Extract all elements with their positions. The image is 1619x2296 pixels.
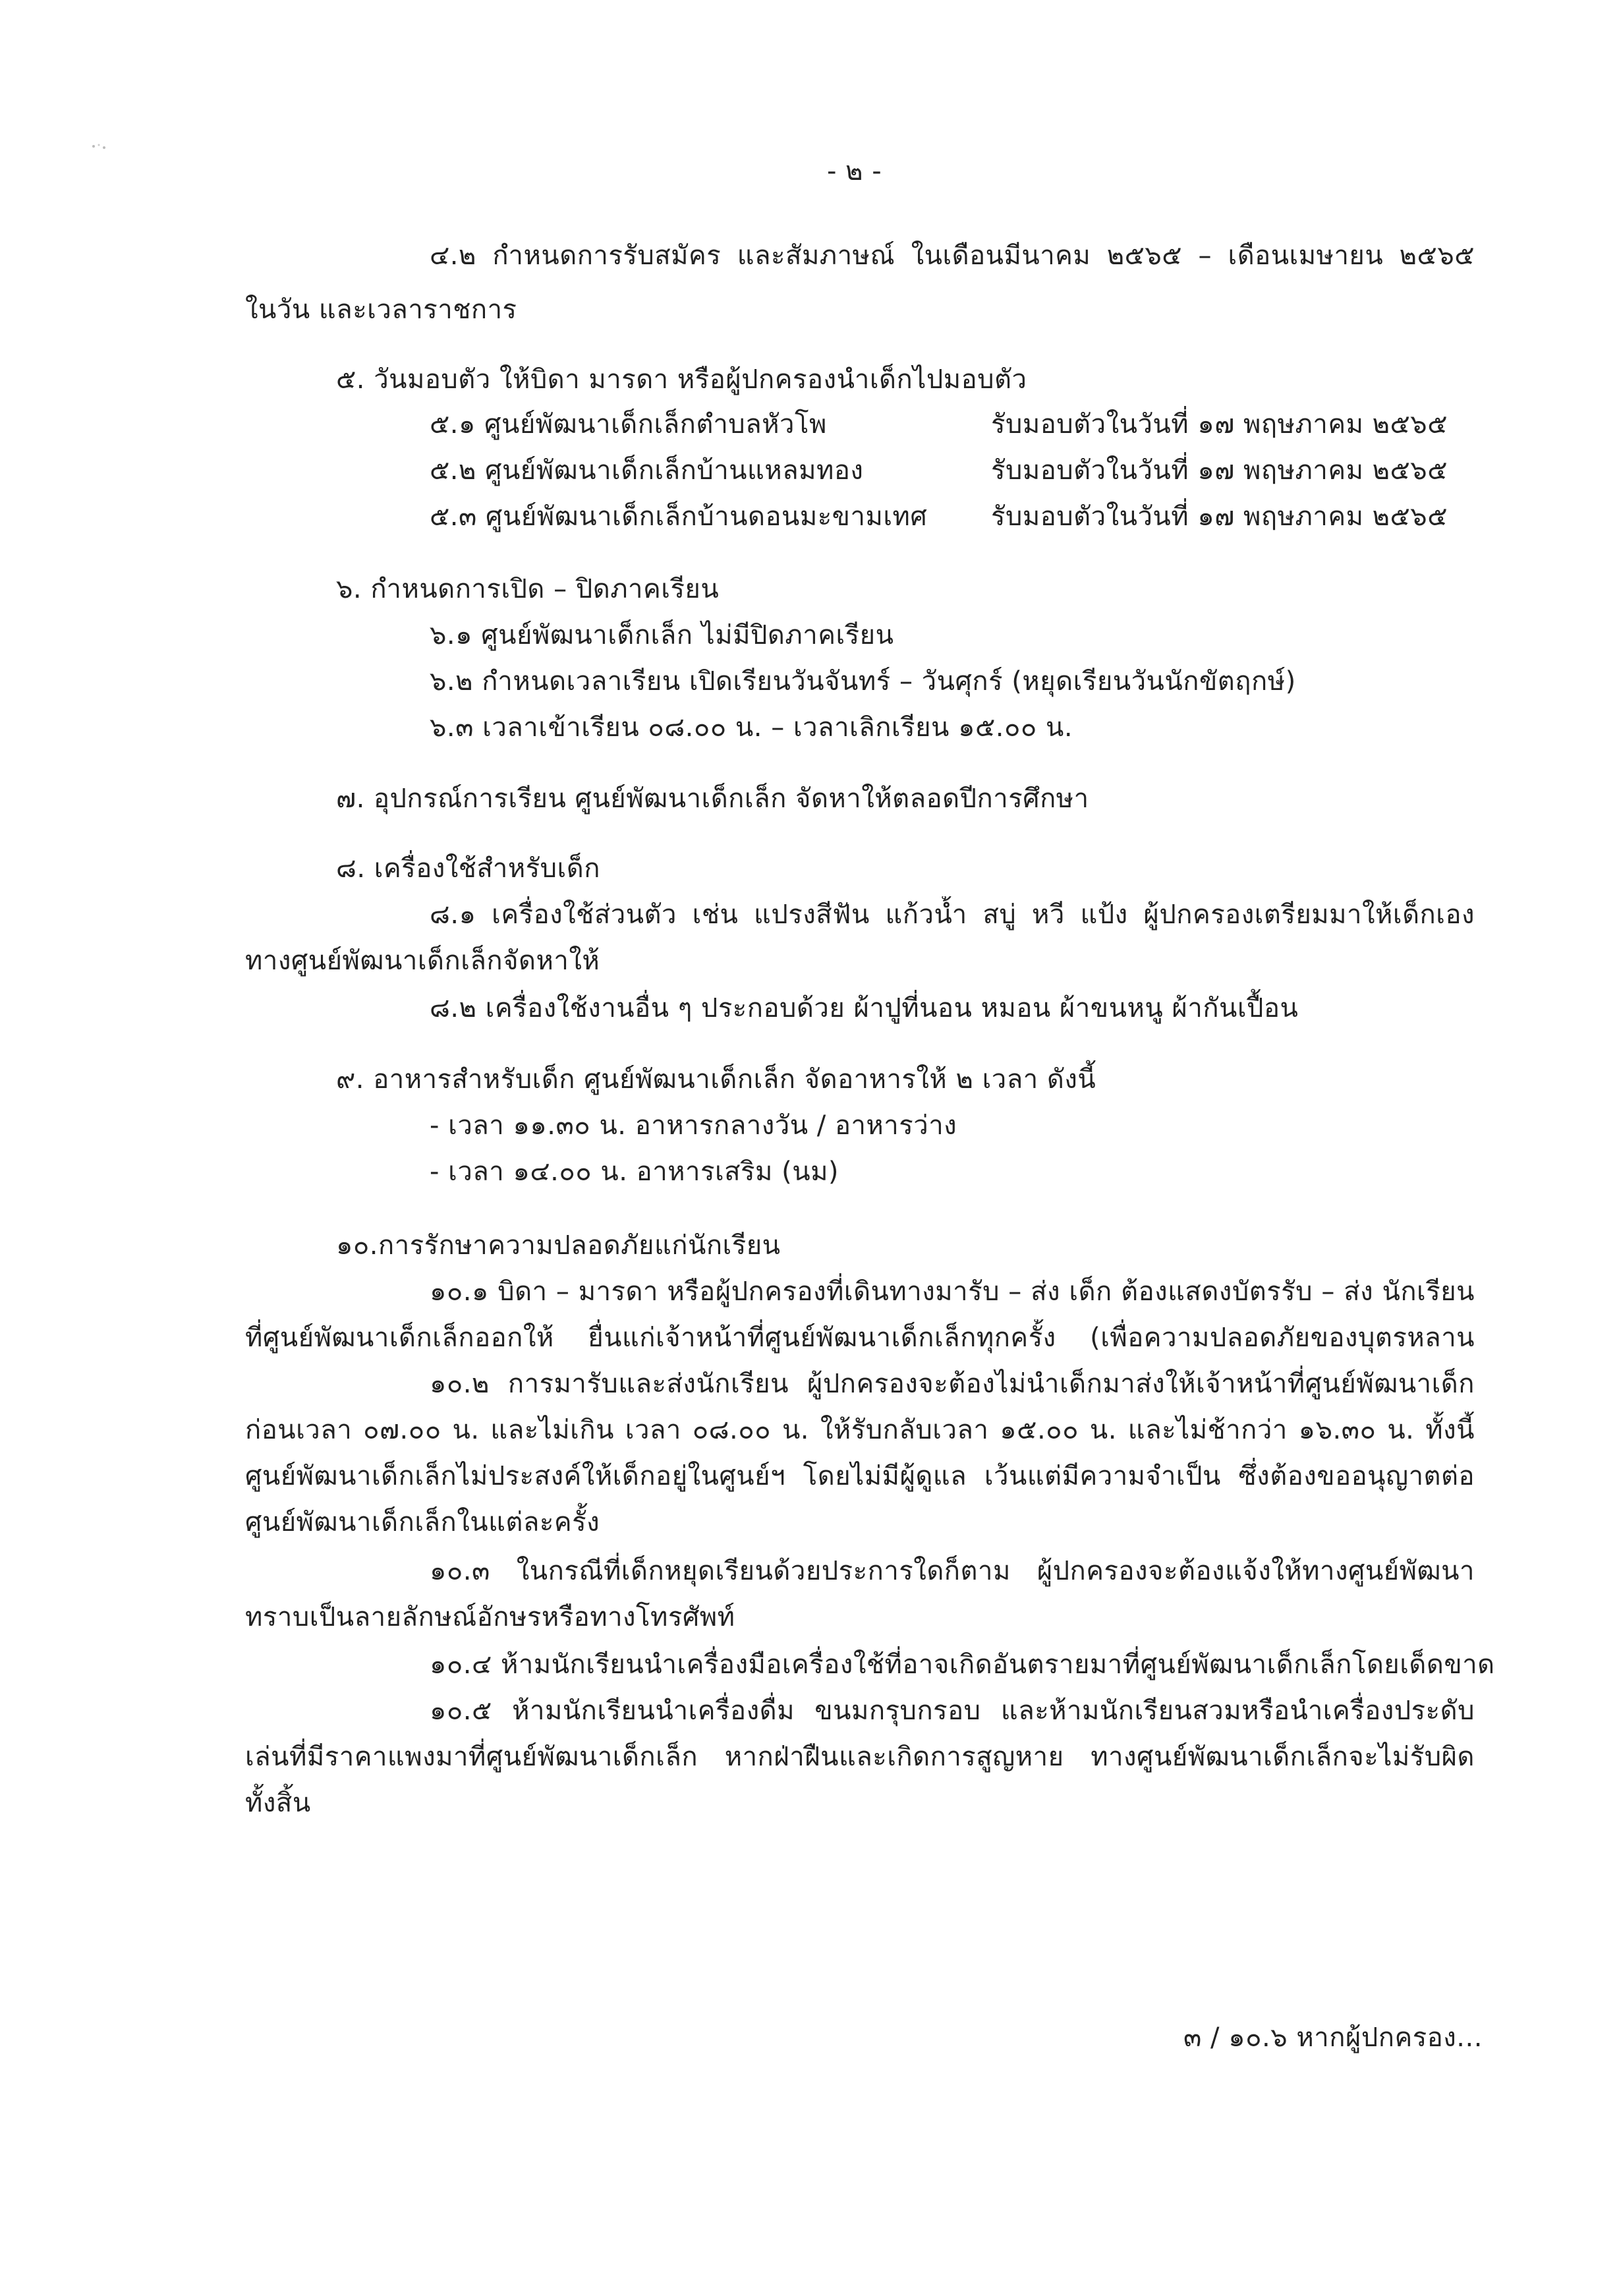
s8-title: ๘. เครื่องใช้สำหรับเด็ก [336, 853, 600, 884]
page-number: - ๒ - [827, 156, 882, 187]
continuation-footer: ๓ / ๑๐.๖ หากผู้ปกครอง... [1183, 2023, 1483, 2053]
s5-item-1-date: รับมอบตัวในวันที่ ๑๗ พฤษภาคม ๒๕๖๕ [991, 409, 1448, 440]
s10-2-line3: ศูนย์พัฒนาเด็กเล็กไม่ประสงค์ให้เด็กอยู่ในศูนย์ฯ โดยไม่มีผู้ดูแล เว้นแต่มีความจำเป็น ซึ่งต้องขออนุญาตต่อ [245, 1461, 1475, 1491]
s5-title: ๕. วันมอบตัว ให้บิดา มารดา หรือผู้ปกครองนำเด็กไปมอบตัว [336, 364, 1027, 395]
s6-title: ๖. กำหนดการเปิด – ปิดภาคเรียน [336, 574, 720, 604]
s6-item-3: ๖.๓ เวลาเข้าเรียน ๐๘.๐๐ น. – เวลาเลิกเรียน ๑๕.๐๐ น. [430, 712, 1073, 743]
s10-2-line2: ก่อนเวลา ๐๗.๐๐ น. และไม่เกิน เวลา ๐๘.๐๐ น. ให้รับกลับเวลา ๑๕.๐๐ น. และไม่ช้ากว่า ๑๖.๓๐ น. ทั้งนี้ [245, 1415, 1475, 1445]
s10-4: ๑๐.๔ ห้ามนักเรียนนำเครื่องมือเครื่องใช้ที่อาจเกิดอันตรายมาที่ศูนย์พัฒนาเด็กเล็กโดยเด็ดขาด [430, 1650, 1495, 1680]
s10-3-line1: ๑๐.๓ ในกรณีที่เด็กหยุดเรียนด้วยประการใดก็ตาม ผู้ปกครองจะต้องแจ้งให้ทางศูนย์พัฒนา [430, 1556, 1475, 1586]
s9-title: ๙. อาหารสำหรับเด็ก ศูนย์พัฒนาเด็กเล็ก จัดอาหารให้ ๒ เวลา ดังนี้ [336, 1064, 1096, 1095]
s4-2-line1: ๔.๒ กำหนดการรับสมัคร และสัมภาษณ์ ในเดือนมีนาคม ๒๕๖๕ – เดือนเมษายน ๒๕๖๕ [430, 241, 1475, 271]
s10-2-line4: ศูนย์พัฒนาเด็กเล็กในแต่ละครั้ง [245, 1507, 600, 1537]
s10-1-line2: ที่ศูนย์พัฒนาเด็กเล็กออกให้ ยื่นแก่เจ้าหน้าที่ศูนย์พัฒนาเด็กเล็กทุกครั้ง (เพื่อความปลอดภัยของบุตรหลาน [245, 1323, 1475, 1353]
s5-item-1-name: ๕.๑ ศูนย์พัฒนาเด็กเล็กตำบลหัวโพ [430, 409, 827, 440]
s5-item-3-name: ๕.๓ ศูนย์พัฒนาเด็กเล็กบ้านดอนมะขามเทศ [430, 502, 928, 532]
s10-3-line2: ทราบเป็นลายลักษณ์อักษรหรือทางโทรศัพท์ [245, 1602, 735, 1632]
s10-5-line1: ๑๐.๕ ห้ามนักเรียนนำเครื่องดื่ม ขนมกรุบกรอบ และห้ามนักเรียนสวมหรือนำเครื่องประดับ [430, 1696, 1475, 1726]
s5-item-2-name: ๕.๒ ศูนย์พัฒนาเด็กเล็กบ้านแหลมทอง [430, 455, 864, 486]
s10-2-line1: ๑๐.๒ การมารับและส่งนักเรียน ผู้ปกครองจะต้องไม่นำเด็กมาส่งให้เจ้าหน้าที่ศูนย์พัฒนาเด็ก [430, 1369, 1475, 1399]
s4-2-line2: ในวัน และเวลาราชการ [245, 295, 517, 325]
s5-item-2-date: รับมอบตัวในวันที่ ๑๗ พฤษภาคม ๒๕๖๕ [991, 455, 1448, 486]
s8-item-2: ๘.๒ เครื่องใช้งานอื่น ๆ ประกอบด้วย ผ้าปูที่นอน หมอน ผ้าขนหนู ผ้ากันเปื้อน [430, 993, 1299, 1023]
scan-speck [91, 142, 108, 151]
s10-5-line2: เล่นที่มีราคาแพงมาที่ศูนย์พัฒนาเด็กเล็ก หากฝ่าฝืนและเกิดการสูญหาย ทางศูนย์พัฒนาเด็กเล็กจะไม่รับผิด [245, 1742, 1475, 1772]
s10-title: ๑๐.การรักษาความปลอดภัยแก่นักเรียน [336, 1230, 781, 1261]
s8-item-1-line1: ๘.๑ เครื่องใช้ส่วนตัว เช่น แปรงสีฟัน แก้วน้ำ สบู่ หวี แป้ง ผู้ปกครองเตรียมมาให้เด็กเอง [430, 900, 1475, 930]
s6-item-2: ๖.๒ กำหนดเวลาเรียน เปิดเรียนวันจันทร์ – วันศุกร์ (หยุดเรียนวันนักขัตฤกษ์) [430, 666, 1296, 697]
s6-item-1: ๖.๑ ศูนย์พัฒนาเด็กเล็ก ไม่มีปิดภาคเรียน [430, 620, 894, 650]
s10-5-line3: ทั้งสิ้น [245, 1788, 311, 1818]
s10-1-line1: ๑๐.๑ บิดา – มารดา หรือผู้ปกครองที่เดินทางมารับ – ส่ง เด็ก ต้องแสดงบัตรรับ – ส่ง นักเรียน [430, 1277, 1475, 1307]
s9-item-2: - เวลา ๑๔.๐๐ น. อาหารเสริม (นม) [430, 1157, 839, 1187]
s9-item-1: - เวลา ๑๑.๓๐ น. อาหารกลางวัน / อาหารว่าง [430, 1110, 957, 1141]
s8-item-1-line2: ทางศูนย์พัฒนาเด็กเล็กจัดหาให้ [245, 946, 600, 976]
s5-item-3-date: รับมอบตัวในวันที่ ๑๗ พฤษภาคม ๒๕๖๕ [991, 502, 1448, 532]
s7-title: ๗. อุปกรณ์การเรียน ศูนย์พัฒนาเด็กเล็ก จัดหาให้ตลอดปีการศึกษา [336, 784, 1089, 814]
